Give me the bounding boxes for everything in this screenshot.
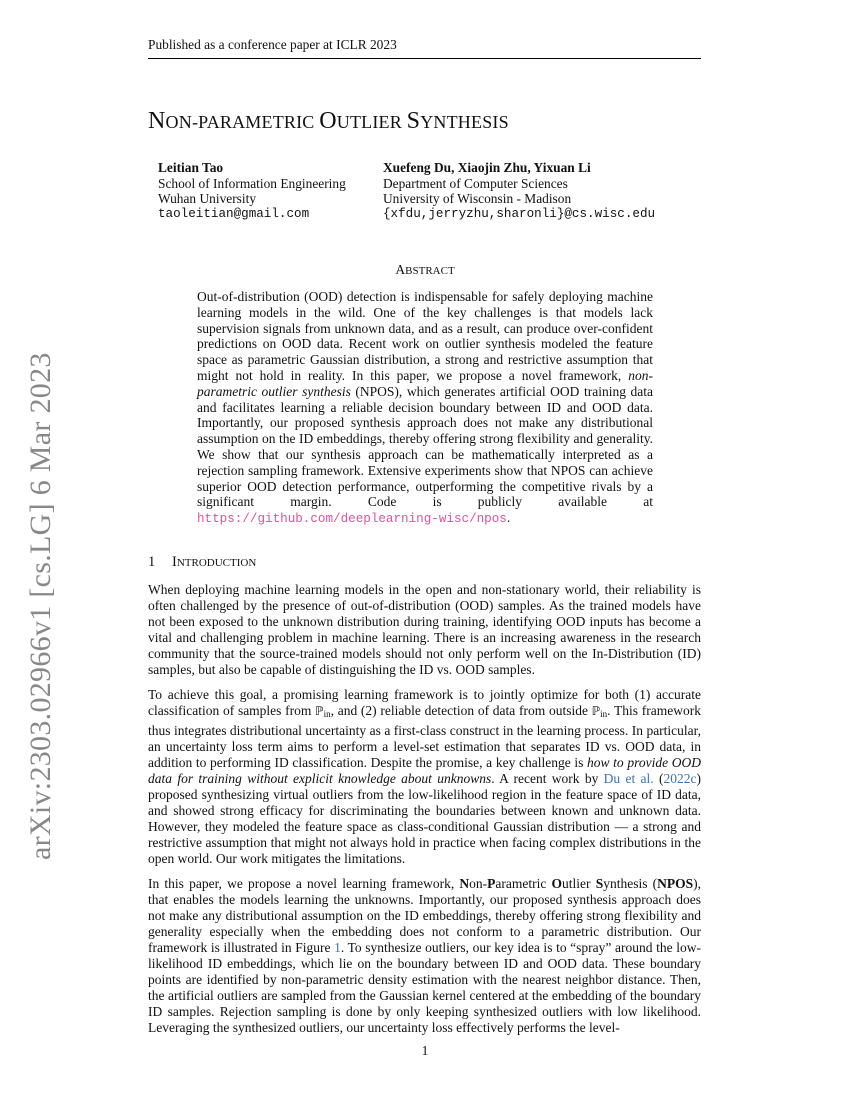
abstract-heading (0, 262, 850, 278)
text-run: . To synthesize outliers, our key idea is to “spray” around the low-likelihood ID embeddings, which lie on the boundary between ID and OOD data. These boundary points are identified by non-parametric density estimation with the nearest neighbor distance. Then, the artificial outliers are sampled from the Gaussian kernel centered at the embedding of the boundary ID samples. Rejection sampling is done by only keeping synthesized outliers with low likelihood. Leveraging the synthesized outliers, our uncertainty loss effectively performs the level- (148, 940, 702, 1035)
title-part: S (406, 108, 421, 134)
abstract-text (197, 289, 653, 528)
text-run: In this paper, we propose a novel learning framework, (148, 876, 460, 892)
bold-text: P (487, 876, 496, 892)
text-run: . A recent work by (491, 770, 604, 786)
code-link[interactable]: https://github.com/deeplearning-wisc/npos (197, 512, 507, 527)
author-block-left (158, 160, 346, 222)
arxiv-stamp: arXiv:2303.02966v1 [cs.LG] 6 Mar 2023 (24, 352, 57, 860)
bold-text: N (459, 876, 470, 892)
section-number: 1 (148, 554, 156, 570)
author-institution: University of Wisconsin - Madison (383, 191, 572, 207)
title-part: ON-PARAMETRIC (165, 112, 320, 132)
author-affiliation: School of Information Engineering (158, 175, 346, 191)
page-number: 1 (421, 1043, 429, 1058)
section-title-initial: I (172, 554, 177, 570)
text-run: ), that enables the models learning the unknowns. Importantly, our proposed synthesis approach does not make any distributional assumption on the ID embeddings, thereby offering strong flexibility and generality especially when the embedding does not conform to a parametric distribution. Our framework is illustrated in Figure (148, 876, 702, 956)
author-institution: Wuhan University (158, 191, 257, 207)
section-heading-introduction (148, 554, 256, 571)
section-title-rest: NTRODUCTION (176, 557, 257, 569)
running-header: Published as a conference paper at ICLR 2023 (148, 37, 701, 59)
text-run: ) proposed synthesizing virtual outliers from the low-likelihood region in the feature space of ID data, and showed strong efficacy for discriminating the boundaries between known and unknown data. However, they modeled the feature space as class-conditional Gaussian distribution — a strong and restrictive assumption that might not always hold in practice when facing complex distributions in the open world. Our work mitigates the limitations. (148, 770, 701, 866)
text-run: ( (653, 770, 664, 786)
text-run: utlier (562, 876, 596, 892)
citation-link[interactable]: 1 (334, 940, 341, 956)
subscript: in (323, 709, 331, 720)
introduction-body (148, 582, 701, 1045)
paper-title (148, 108, 509, 135)
bold-text: S (595, 876, 604, 892)
paragraph (148, 876, 701, 1035)
bold-text: O (551, 876, 563, 892)
paragraph (148, 582, 701, 677)
abstract-heading-rest: BSTRACT (405, 265, 455, 277)
subscript: in (600, 709, 608, 720)
author-names: Xuefeng Du, Xiaojin Zhu, Yixuan Li (383, 160, 591, 175)
author-affiliation: Department of Computer Sciences (383, 175, 568, 191)
citation-link[interactable]: Du et al. (603, 770, 654, 786)
abstract-heading-initial: A (395, 262, 406, 277)
text-run: . (506, 510, 511, 526)
title-part: YNTHESIS (420, 112, 509, 132)
text-run: (NPOS), which generates artificial OOD training data and facilitates learning a reliable decision boundary between ID and OOD data. Importantly, our proposed synthesis approach does not make any distributional assumption on the ID embeddings, thereby offering strong flexibility and generality. We show that our synthesis approach can be mathematically interpreted as a rejection sampling framework. Extensive experiments show that NPOS can achieve superior OOD detection performance, outperforming the competitive rivals by a significant margin. Code is publicly available at (197, 383, 653, 510)
author-name: Leitian Tao (158, 160, 224, 175)
paragraph (148, 687, 701, 866)
text-run: Out-of-distribution (OOD) detection is indispensable for safely deploying machine learning models in the wild. One of the key challenges is that models lack supervision signals from unknown data, and as a result, can produce over-confident predictions on OOD data. Recent work on outlier synthesis modeled the feature space as parametric Gaussian distribution, a strong and restrictive assumption that might not hold in reality. In this paper, we propose a novel framework, (197, 289, 653, 383)
text-run: When deploying machine learning models in the open and non-stationary world, their reliability is often challenged by the presence of out-of-distribution (OOD) samples. As the trained models have not been exposed to the unknown distribution during training, identifying OOD inputs has become a vital and challenging problem in machine learning. There is an increasing awareness in the research community that the source-trained models should not only perform well on the In-Distribution (ID) samples, but also be capable of distinguishing the ID vs. OOD samples. (148, 582, 701, 677)
bold-text: NPOS (657, 876, 694, 892)
text-run: arametric (495, 876, 552, 892)
emphasis-text: non-parametric outlier synthesis (197, 367, 653, 399)
text-run: ynthesis ( (603, 876, 658, 892)
author-block-right (383, 160, 655, 222)
text-run: on- (469, 876, 488, 892)
text-run: . This framework thus integrates distributional uncertainty as a first-class construct in the learning process. In particular, an uncertainty loss term aims to perform a level-set estimation that separates ID vs. OOD data, in addition to performing ID classification. Despite the promise, a key challenge is (148, 703, 701, 771)
text-run: To achieve this goal, a promising learning framework is to jointly optimize for both (1) accurate classification of samples from (148, 687, 701, 719)
title-part: N (148, 108, 166, 134)
author-email: taoleitian@gmail.com (158, 206, 310, 221)
text-run: , and (2) reliable detection of data from outside (330, 703, 592, 719)
title-part: UTLIER (336, 112, 407, 132)
emphasis-text: how to provide OOD data for training without explicit knowledge about unknowns (148, 755, 701, 786)
citation-link[interactable]: 2022c (663, 770, 697, 786)
math-symbol: ℙ (315, 704, 324, 719)
title-part: O (319, 108, 337, 134)
author-email: {xfdu,jerryzhu,sharonli}@cs.wisc.edu (383, 206, 656, 221)
math-symbol: ℙ (591, 704, 601, 719)
